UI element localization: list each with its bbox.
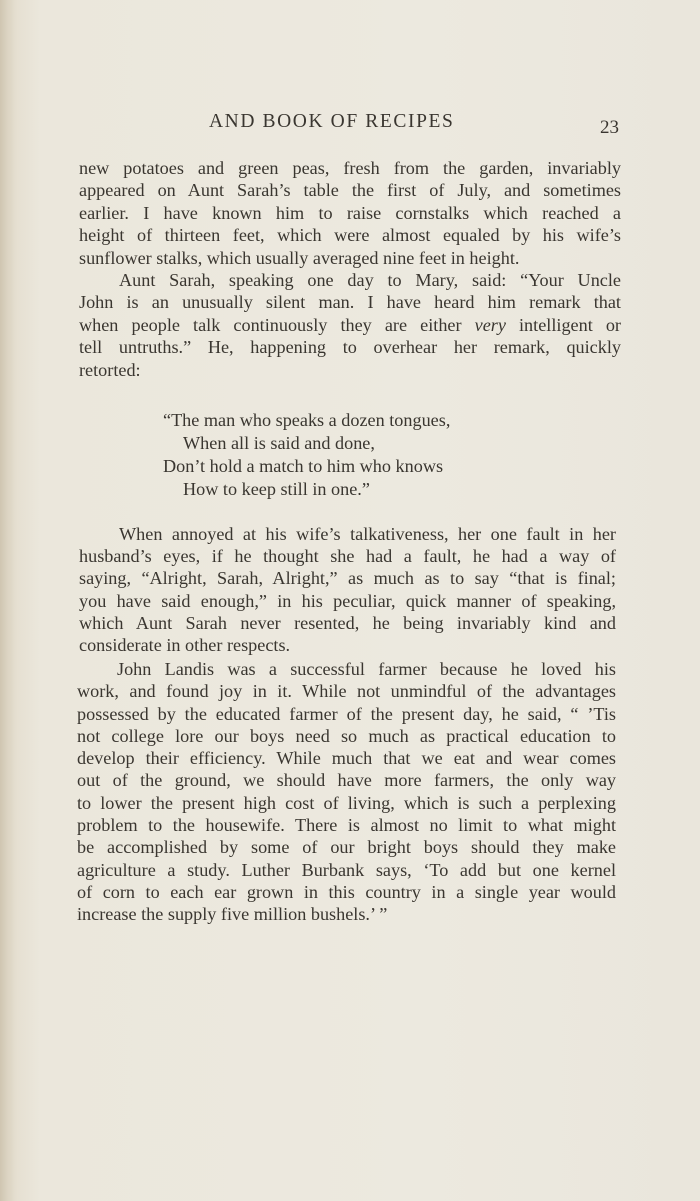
text-line: increase the supply five million bushels.’ ” xyxy=(77,904,388,925)
paragraph-farmer xyxy=(77,658,616,926)
text-line: new potatoes and green peas, fresh from the garden, invariably xyxy=(79,158,621,178)
text-line: possessed by the educated farmer of the present day, he said, “ ’Tis xyxy=(77,703,616,724)
text-line: considerate in other respects. xyxy=(79,634,291,655)
text-line xyxy=(79,314,621,336)
paragraph-talkativeness xyxy=(79,523,616,656)
emphasis-very: very xyxy=(474,314,506,335)
text-line: earlier. I have known him to raise cornstalks which reached a xyxy=(79,202,621,223)
page-edge-shading xyxy=(0,0,14,1201)
text-line: of corn to each ear grown in this country in a single year would xyxy=(77,881,616,902)
text-line: out of the ground, we should have more farmers, the only way xyxy=(77,770,616,791)
text-line: be accomplished by some of our bright boys should they make xyxy=(77,837,616,858)
text-line: not college lore our boys need so much as practical education to xyxy=(77,725,616,746)
text-line: height of thirteen feet, which were almost equaled by his wife’s xyxy=(79,225,621,246)
poem-line: Don’t hold a match to him who knows xyxy=(163,456,444,476)
text-line: which Aunt Sarah never resented, he being invariably kind and xyxy=(79,612,616,633)
paragraph-continued xyxy=(79,157,621,381)
text-line: retorted: xyxy=(79,359,141,380)
page-number: 23 xyxy=(600,117,619,138)
text-segment: intelligent or xyxy=(505,314,621,335)
poem-line: How to keep still in one.” xyxy=(183,479,370,499)
text-line: appeared on Aunt Sarah’s table the first of July, and sometimes xyxy=(79,180,621,201)
running-head xyxy=(0,111,700,141)
text-line: tell untruths.” He, happening to overhear her remark, quickly xyxy=(79,337,621,358)
poem-line: When all is said and done, xyxy=(183,433,375,453)
text-line: agriculture a study. Luther Burbank says, ‘To add but one kernel xyxy=(77,859,616,880)
text-line: to lower the present high cost of living, which is such a perplexing xyxy=(77,792,616,813)
text-line: problem to the housewife. There is almost no limit to what might xyxy=(77,815,616,836)
running-title: AND BOOK OF RECIPES xyxy=(209,111,455,132)
text-line: sunflower stalks, which usually averaged nine feet in height. xyxy=(79,247,520,268)
poem-quote xyxy=(163,409,450,501)
text-line: saying, “Alright, Sarah, Alright,” as much as to say “that is final; xyxy=(79,568,616,589)
text-line: work, and found joy in it. While not unmindful of the advantages xyxy=(77,681,616,702)
text-segment: when people talk continuously they are either xyxy=(79,314,475,335)
poem-line: “The man who speaks a dozen tongues, xyxy=(163,410,451,430)
text-line: you have said enough,” in his peculiar, quick manner of speaking, xyxy=(79,590,616,611)
text-line: develop their efficiency. While much that we eat and wear comes xyxy=(77,748,616,769)
text-line: Aunt Sarah, speaking one day to Mary, said: “Your Uncle xyxy=(119,269,621,290)
text-line: John is an unusually silent man. I have heard him remark that xyxy=(79,292,621,313)
text-line: John Landis was a successful farmer because he loved his xyxy=(117,659,616,679)
text-line: husband’s eyes, if he thought she had a fault, he had a way of xyxy=(79,546,616,567)
text-line: When annoyed at his wife’s talkativeness, her one fault in her xyxy=(119,524,616,544)
